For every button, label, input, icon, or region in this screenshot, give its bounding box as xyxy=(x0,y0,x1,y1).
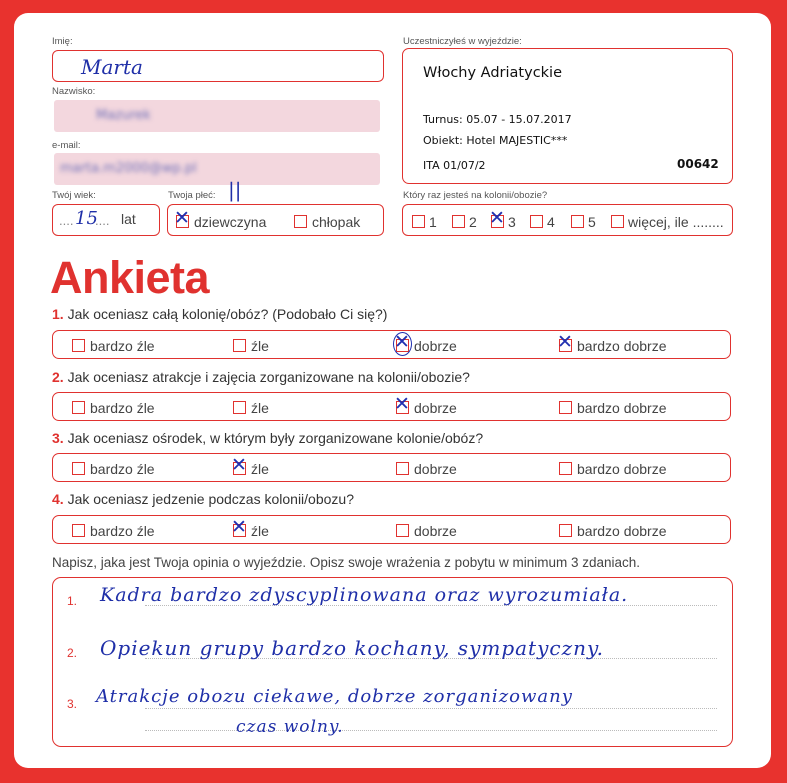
q2-checkbox-good[interactable] xyxy=(394,393,410,416)
times-checkbox-more[interactable] xyxy=(611,215,624,228)
answer-line-3 xyxy=(145,708,717,709)
times-label: Który raz jesteś na kolonii/obozie? xyxy=(403,190,548,201)
q1-checkbox-bad[interactable] xyxy=(233,339,246,352)
answer-1-text: Kadra bardzo zdyscyplinowana oraz wyrozumiała. xyxy=(100,584,629,606)
question-2 xyxy=(52,369,470,385)
q1-option-good[interactable] xyxy=(394,331,457,355)
q4-label-good: dobrze xyxy=(414,522,457,539)
q2-option-very-bad[interactable] xyxy=(72,399,155,417)
answer-3-text: Atrakcje obozu ciekawe, dobrze zorganizowany xyxy=(96,686,573,707)
q3-checkbox-good[interactable] xyxy=(396,462,409,475)
times-label-3: 3 xyxy=(508,213,516,230)
check-x-icon: ✕ xyxy=(394,393,410,416)
question-3-number: 3. xyxy=(52,430,64,446)
q2-label-good: dobrze xyxy=(414,399,457,416)
q2-checkbox-very-bad[interactable] xyxy=(72,401,85,414)
question-1-text: Jak oceniasz całą kolonię/obóz? (Podobało Ci się?) xyxy=(63,306,388,322)
question-1-number: 1. xyxy=(52,306,64,322)
check-x-icon: ✕ xyxy=(231,516,247,539)
q1-label-bad: źle xyxy=(251,337,269,354)
q4-label-very-good: bardzo dobrze xyxy=(577,522,667,539)
trip-obiekt: Obiekt: Hotel MAJESTIC*** xyxy=(423,134,568,147)
gender-option-girl[interactable] xyxy=(174,207,267,231)
q1-option-very-good[interactable] xyxy=(557,331,667,355)
question-4-text: Jak oceniasz jedzenie podczas kolonii/obozu? xyxy=(63,491,354,507)
check-x-icon: ✕ xyxy=(557,331,573,354)
times-checkbox-4[interactable] xyxy=(530,215,543,228)
times-label-2: 2 xyxy=(469,213,477,230)
q4-checkbox-good[interactable] xyxy=(396,524,409,537)
question-4-answers xyxy=(52,515,731,544)
age-prefix: .... xyxy=(59,213,74,228)
question-2-number: 2. xyxy=(52,369,64,385)
answer-3-text-continued: czas wolny. xyxy=(236,717,344,737)
trip-info-box xyxy=(402,48,733,184)
answer-3-number: 3. xyxy=(67,697,78,711)
question-3 xyxy=(52,430,483,446)
question-4-number: 4. xyxy=(52,491,64,507)
q2-option-very-good[interactable] xyxy=(559,399,667,417)
times-label-5: 5 xyxy=(588,213,596,230)
q4-checkbox-very-good[interactable] xyxy=(559,524,572,537)
q1-label-very-good: bardzo dobrze xyxy=(577,337,667,354)
times-option-1[interactable] xyxy=(412,213,437,231)
question-3-text: Jak oceniasz ośrodek, w którym były zorganizowane kolonie/obóz? xyxy=(63,430,484,446)
question-3-answers xyxy=(52,453,731,482)
q3-option-very-good[interactable] xyxy=(559,460,667,478)
participated-label: Uczestniczyłeś w wyjeździe: xyxy=(403,36,522,47)
answer-1-number: 1. xyxy=(67,594,78,608)
q3-label-very-good: bardzo dobrze xyxy=(577,460,667,477)
q3-option-bad[interactable] xyxy=(231,454,269,478)
question-4 xyxy=(52,491,354,507)
opinion-prompt: Napisz, jaka jest Twoja opinia o wyjeździe. Opisz swoje wrażenia z pobytu w minimum 3 zdaniach. xyxy=(52,555,641,570)
check-x-circled-icon: ✕ xyxy=(394,331,410,354)
q1-option-bad[interactable] xyxy=(233,337,269,355)
q4-label-very-bad: bardzo źle xyxy=(90,522,155,539)
times-option-3[interactable] xyxy=(489,207,516,231)
trip-number: 00642 xyxy=(677,157,719,171)
surname-field[interactable] xyxy=(54,100,380,132)
trip-turnus: Turnus: 05.07 - 15.07.2017 xyxy=(423,113,572,126)
q3-checkbox-very-bad[interactable] xyxy=(72,462,85,475)
check-x-icon: ✕ xyxy=(174,207,190,230)
q4-checkbox-bad[interactable] xyxy=(231,516,247,539)
q1-checkbox-good[interactable] xyxy=(394,331,410,354)
q3-option-good[interactable] xyxy=(396,460,457,478)
answer-2-text: Opiekun grupy bardzo kochany, sympatyczny. xyxy=(100,636,605,660)
gender-option-boy[interactable] xyxy=(294,213,360,231)
q3-checkbox-bad[interactable] xyxy=(231,454,247,477)
gender-scribble: || xyxy=(228,178,242,202)
q2-checkbox-bad[interactable] xyxy=(233,401,246,414)
times-option-more[interactable] xyxy=(611,213,724,231)
age-field[interactable] xyxy=(52,204,160,236)
gender-label-boy: chłopak xyxy=(312,213,361,230)
times-label-more: więcej, ile ........ xyxy=(628,213,724,230)
name-label: Imię: xyxy=(52,36,73,47)
age-suffix: .... xyxy=(95,213,110,228)
times-option-2[interactable] xyxy=(452,213,477,231)
name-value: Marta xyxy=(81,55,143,79)
q2-option-bad[interactable] xyxy=(233,399,269,417)
times-checkbox-2[interactable] xyxy=(452,215,465,228)
question-1-answers xyxy=(52,330,731,359)
check-x-icon: ✕ xyxy=(231,454,247,477)
age-unit: lat xyxy=(121,211,136,227)
q4-checkbox-very-bad[interactable] xyxy=(72,524,85,537)
age-label: Twój wiek: xyxy=(52,190,96,201)
survey-title: Ankieta xyxy=(50,252,210,303)
times-label-4: 4 xyxy=(547,213,555,230)
times-field xyxy=(402,204,733,236)
q3-label-bad: źle xyxy=(251,460,269,477)
surname-label: Nazwisko: xyxy=(52,86,96,97)
question-2-answers xyxy=(52,392,731,421)
answer-line-4 xyxy=(145,730,717,731)
q1-checkbox-very-bad[interactable] xyxy=(72,339,85,352)
answer-2-number: 2. xyxy=(67,646,78,660)
age-value: 15 xyxy=(75,208,98,229)
q1-label-good: dobrze xyxy=(414,337,457,354)
email-value: marta.m2000@wp.pl xyxy=(60,161,197,176)
trip-code: ITA 01/07/2 xyxy=(423,159,486,172)
gender-label-girl: dziewczyna xyxy=(194,213,267,230)
times-option-4[interactable] xyxy=(530,213,555,231)
gender-checkbox-girl[interactable] xyxy=(174,207,190,230)
email-label: e-mail: xyxy=(52,140,81,151)
q2-label-bad: źle xyxy=(251,399,269,416)
q1-checkbox-very-good[interactable] xyxy=(557,331,573,354)
question-2-text: Jak oceniasz atrakcje i zajęcia zorganizowane na kolonii/obozie? xyxy=(63,369,470,385)
q2-label-very-bad: bardzo źle xyxy=(90,399,155,416)
q3-label-good: dobrze xyxy=(414,460,457,477)
q2-option-good[interactable] xyxy=(394,393,457,417)
times-checkbox-3[interactable] xyxy=(489,207,505,230)
q4-option-very-bad[interactable] xyxy=(72,522,155,540)
q4-label-bad: źle xyxy=(251,522,269,539)
q1-option-very-bad[interactable] xyxy=(72,337,155,355)
q3-checkbox-very-good[interactable] xyxy=(559,462,572,475)
times-label-1: 1 xyxy=(429,213,437,230)
surname-value: Mazurek xyxy=(96,108,151,123)
q4-option-good[interactable] xyxy=(396,522,457,540)
email-field[interactable] xyxy=(54,153,380,185)
q2-checkbox-very-good[interactable] xyxy=(559,401,572,414)
q3-label-very-bad: bardzo źle xyxy=(90,460,155,477)
times-checkbox-5[interactable] xyxy=(571,215,584,228)
name-field[interactable] xyxy=(52,50,384,82)
gender-checkbox-boy[interactable] xyxy=(294,215,307,228)
q3-option-very-bad[interactable] xyxy=(72,460,155,478)
trip-name: Włochy Adriatyckie xyxy=(423,65,563,81)
gender-field xyxy=(167,204,384,236)
q4-option-very-good[interactable] xyxy=(559,522,667,540)
check-x-icon: ✕ xyxy=(489,207,505,230)
times-checkbox-1[interactable] xyxy=(412,215,425,228)
q4-option-bad[interactable] xyxy=(231,516,269,540)
q1-label-very-bad: bardzo źle xyxy=(90,337,155,354)
times-option-5[interactable] xyxy=(571,213,596,231)
gender-label: Twoja płeć: xyxy=(168,190,216,201)
question-1 xyxy=(52,306,387,322)
q2-label-very-good: bardzo dobrze xyxy=(577,399,667,416)
